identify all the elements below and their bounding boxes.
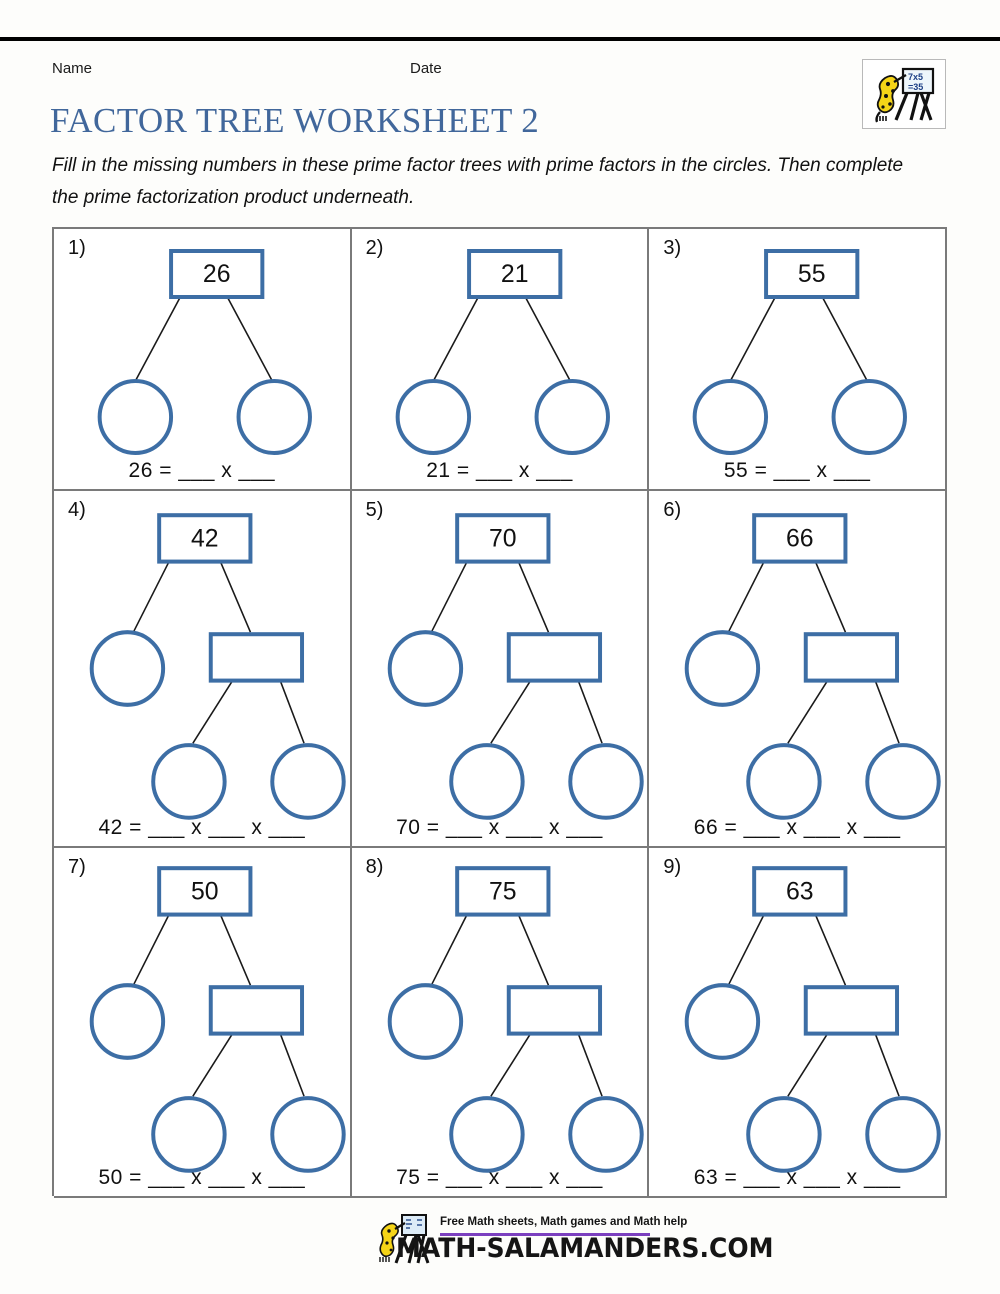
factor-tree-diagram — [649, 229, 945, 489]
factorization-equation: 42 = ___ x ___ x ___ — [98, 816, 306, 839]
problem-cell-1 — [54, 229, 352, 491]
root-value: 63 — [786, 877, 814, 906]
name-label: Name — [52, 60, 93, 77]
factorization-equation: 50 = ___ x ___ x ___ — [98, 1166, 306, 1189]
problem-cell-3 — [649, 229, 947, 491]
page-title: FACTOR TREE WORKSHEET 2 — [50, 101, 540, 140]
factor-tree-diagram — [649, 491, 945, 846]
date-label: Date — [410, 60, 442, 77]
factorization-equation: 66 = ___ x ___ x ___ — [693, 816, 901, 839]
factor-tree-diagram — [54, 848, 350, 1196]
instructions-text: Fill in the missing numbers in these prime factor trees with prime factors in the circles. Then complete the prime factorization product underneath. — [52, 155, 904, 208]
tree-svg — [649, 848, 945, 1196]
tree-svg — [54, 491, 350, 846]
tree-svg — [649, 491, 945, 846]
intermediate-box — [211, 634, 302, 680]
intermediate-box — [806, 634, 897, 680]
problem-cell-4 — [54, 491, 352, 848]
intermediate-box — [806, 987, 897, 1033]
footer-tagline: Free Math sheets, Math games and Math help — [440, 1216, 688, 1228]
tree-svg — [352, 848, 648, 1196]
footer-site-url: MATH-SALAMANDERS.COM — [396, 1233, 774, 1264]
factorization-equation: 21 = ___ x ___ — [426, 459, 573, 482]
factor-tree-diagram — [352, 229, 648, 489]
problem-index: 6) — [663, 499, 682, 521]
page-footer — [0, 1207, 1000, 1277]
intermediate-box — [508, 634, 599, 680]
root-value: 70 — [488, 524, 517, 553]
tree-svg — [352, 491, 648, 846]
problem-index: 1) — [68, 237, 86, 259]
root-value: 21 — [500, 259, 529, 289]
factorization-equation: 63 = ___ x ___ x ___ — [693, 1166, 901, 1189]
root-value: 66 — [786, 524, 814, 553]
problem-index: 2) — [365, 237, 384, 259]
factor-tree-diagram — [54, 229, 350, 489]
salamander-teacher-icon — [862, 59, 946, 129]
factor-tree-diagram — [649, 848, 945, 1196]
problem-cell-7 — [54, 848, 352, 1198]
problem-cell-9 — [649, 848, 947, 1198]
header-divider — [0, 37, 1000, 41]
root-value: 42 — [191, 524, 219, 553]
problem-index: 4) — [68, 499, 86, 521]
problem-cell-2 — [352, 229, 650, 491]
factorization-equation: 26 = ___ x ___ — [128, 459, 276, 482]
problem-cell-5 — [352, 491, 650, 848]
tree-svg — [54, 229, 350, 489]
factor-tree-diagram — [352, 848, 648, 1196]
tree-svg — [649, 229, 945, 489]
tree-svg — [54, 848, 350, 1196]
problem-index: 7) — [68, 856, 86, 878]
tree-svg — [352, 229, 648, 489]
problem-index: 9) — [663, 856, 682, 878]
problem-index: 5) — [365, 499, 384, 521]
root-value: 26 — [202, 259, 231, 289]
math-salamanders-branding — [368, 1207, 774, 1271]
problems-grid — [52, 227, 947, 1196]
logo-artwork — [863, 60, 945, 128]
root-value: 75 — [488, 877, 517, 906]
factorization-equation: 75 = ___ x ___ x ___ — [396, 1166, 603, 1189]
factorization-equation: 70 = ___ x ___ x ___ — [396, 816, 603, 839]
root-value: 50 — [191, 877, 219, 906]
svg-text:=35: =35 — [908, 82, 924, 92]
factor-tree-diagram — [352, 491, 648, 846]
problem-cell-8 — [352, 848, 650, 1198]
problem-index: 3) — [663, 237, 682, 259]
intermediate-box — [508, 987, 599, 1033]
root-value: 55 — [798, 259, 826, 289]
svg-text:7x5: 7x5 — [908, 72, 924, 82]
intermediate-box — [211, 987, 302, 1033]
factor-tree-diagram — [54, 491, 350, 846]
problem-index: 8) — [365, 856, 384, 878]
factorization-equation: 55 = ___ x ___ — [723, 459, 871, 482]
problem-cell-6 — [649, 491, 947, 848]
